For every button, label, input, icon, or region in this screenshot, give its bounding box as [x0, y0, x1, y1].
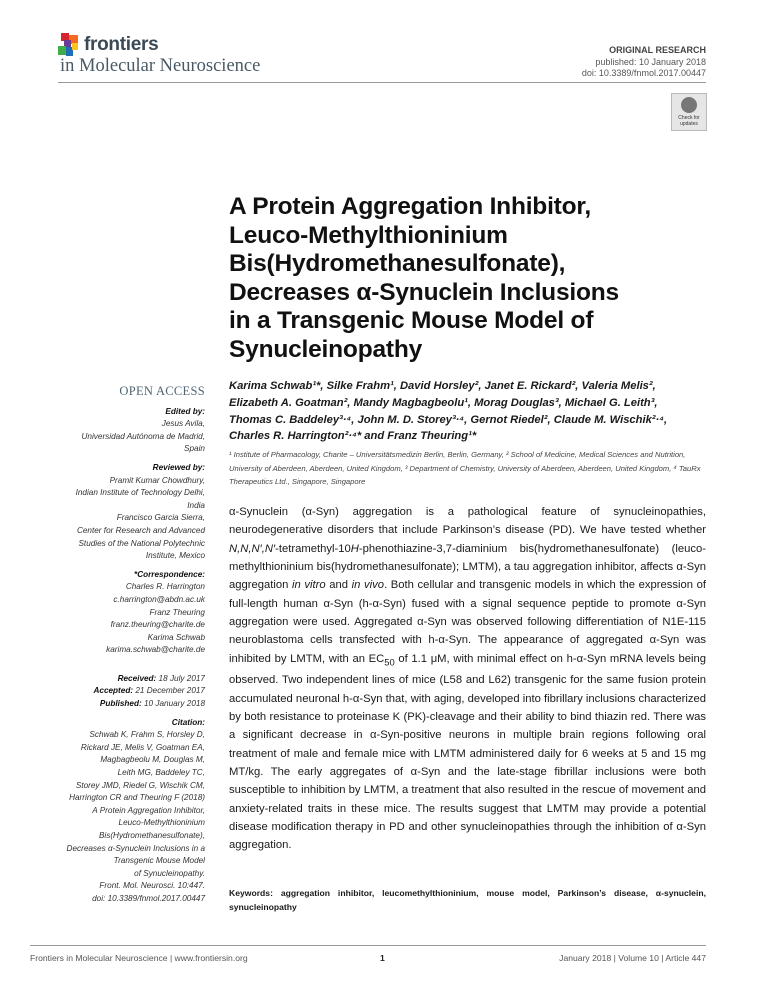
citation-line: of Synucleinopathy.: [134, 868, 205, 878]
citation-line: Rickard JE, Melis V, Goatman EA,: [80, 742, 205, 752]
abstract-italic: in vitro: [292, 579, 326, 592]
footer-divider: [30, 945, 706, 946]
title-line: Leuco-Methylthioninium: [229, 221, 508, 249]
citation-line: Schwab K, Frahm S, Horsley D,: [89, 730, 205, 740]
published-date: 10 January 2018: [141, 699, 205, 709]
citation-line: A Protein Aggregation Inhibitor,: [92, 805, 205, 815]
check-updates-icon: [681, 97, 697, 113]
keywords-text: aggregation inhibitor, leucomethylthioninium, mouse model, Parkinson’s disease, α-synuclein, synucleinopathy: [229, 888, 706, 912]
affiliations: ¹ Institute of Pharmacology, Charite – Universitätsmedizin Berlin, Berlin, Germany, ² School of Medicine, Medical Sciences and Nutrition, University of Aberdeen, Aberdeen, United Kingdom, ³ Department of Chemistry, University of Aberdeen, Aberdeen, United Kingdom, ⁴ TauRx Therapeutics Ltd., Singapore, Singapore: [229, 450, 701, 486]
author-line: Elizabeth A. Goatman², Mandy Magbagbeolu¹, Morag Douglas³, Michael G. Leith³,: [229, 396, 658, 409]
citation-label: Citation:: [171, 717, 205, 727]
correspondent-email[interactable]: karima.schwab@charite.de: [106, 645, 205, 655]
title-line: A Protein Aggregation Inhibitor,: [229, 193, 591, 220]
abstract-text: -tetramethyl-10: [275, 542, 351, 555]
title-line: Bis(Hydromethanesulfonate),: [229, 250, 566, 277]
title-line: Synucleinopathy: [229, 335, 423, 363]
abstract-text: -phenothiazine-3,7-diaminium bis(hydromethanesulfonate) (leuco-methylthioninium bis(hydromethanesulfonate); LMTM), a tau aggregation inhibitor, affects α-Syn aggregation: [229, 542, 706, 592]
correspondent-email[interactable]: franz.theuring@charite.de: [110, 620, 205, 630]
citation-line: Front. Mol. Neurosci. 10:447.: [99, 881, 205, 891]
abstract-text: α-Synuclein (α-Syn) aggregation is a pathological feature of synucleinopathies, neurodegenerative disorders that include Parkinson’s disease (PD). We have tested whether: [229, 506, 706, 537]
published-row: [40, 698, 205, 711]
abstract-italic: in vivo: [351, 579, 385, 592]
reviewer-line: India: [187, 500, 205, 510]
reviewer-line: Francisco Garcia Sierra,: [116, 513, 205, 523]
author-line: Thomas C. Baddeley³·⁴, John M. D. Storey³·⁴, Gernot Riedel², Claude M. Wischik²·⁴,: [229, 413, 668, 426]
author-line: Charles R. Harrington²·⁴* and Franz Theuring¹*: [229, 430, 477, 443]
citation-line: Decreases α-Synuclein Inclusions in a: [66, 843, 205, 853]
article-title: [229, 193, 729, 364]
author-list: [229, 378, 719, 445]
reviewer-line: Indian Institute of Technology Delhi,: [75, 488, 205, 498]
correspondent-name: Franz Theuring: [149, 607, 205, 617]
citation-doi[interactable]: doi: 10.3389/fnmol.2017.00447: [92, 893, 205, 903]
received-date: 18 July 2017: [156, 673, 205, 683]
published-label: Published:: [99, 699, 142, 709]
abstract-subscript: 50: [384, 657, 395, 667]
accepted-label: Accepted:: [93, 686, 134, 696]
citation-line: Leith MG, Baddeley TC,: [117, 768, 205, 778]
citation-line: Leuco-Methylthioninium: [118, 818, 205, 828]
reviewer-line: Studies of the National Polytechnic: [78, 538, 205, 548]
citation-line: Transgenic Mouse Model: [113, 856, 205, 866]
page-number: 1: [380, 953, 385, 963]
correspondent-name: Karima Schwab: [147, 632, 205, 642]
reviewer-line: Pramit Kumar Chowdhury,: [109, 475, 205, 485]
footer-issue: January 2018 | Volume 10 | Article 447: [559, 953, 706, 963]
article-type: ORIGINAL RESEARCH: [609, 45, 706, 55]
abstract-text: of 1.1 μM, with minimal effect on h-α-Syn mRNA levels being observed. Two independent lines of mice (L58 and L62) transgenic for the same fusion protein accumulated neuronal h-α-Syn that, with aging, developed into fibrillary inclusions characterized by both resistance to proteinase K (PK)-cleavage and their ability to bind thiazin red. There was a significant decrease in α-Syn-positive neurons in multiple brain regions following oral treatment of male and female mice with LMTM administered daily for 6 weeks at 5 and 15 mg MT/kg. The early aggregates of α-Syn and the late-stage fibrillar inclusions were both susceptible to inhibition by LMTM, a treatment that also resulted in the rescue of movement and anxiety-related traits in these mice. The results suggest that LMTM may provide a potential disease modification therapy in PD and other synucleinopathies through the inhibition of α-Syn aggregation.: [229, 652, 707, 852]
title-line: Decreases α-Synuclein Inclusions: [229, 278, 619, 306]
abstract-italic: N,N,N′,N′: [229, 542, 276, 555]
article-meta: [582, 45, 706, 80]
correspondence-label: *Correspondence:: [134, 569, 205, 579]
correspondent-email[interactable]: c.harrington@abdn.ac.uk: [113, 594, 205, 604]
keywords: [229, 887, 706, 914]
author-line: Karima Schwab¹*, Silke Frahm¹, David Horsley², Janet E. Rickard², Valeria Melis²,: [229, 380, 656, 392]
sidebar: [40, 385, 205, 906]
abstract-text: . Both cellular and transgenic models in which the expression of full-length human α-Syn (h-α-Syn) fused with a signal sequence peptide to promote α-Syn aggregation were used. Aggregated α-Syn was observed following differentiation of N1E-115 neuroblastoma cells transfected with h-α-Syn. The appearance of aggregated α-Syn was inhibited by LMTM, with an EC: [229, 579, 706, 665]
editor-line: Spain: [184, 444, 205, 454]
title-line: in a Transgenic Mouse Model of: [229, 307, 594, 334]
received-row: [40, 673, 205, 686]
accepted-row: [40, 685, 205, 698]
footer-journal[interactable]: Frontiers in Molecular Neuroscience | www.frontiersin.org: [30, 953, 248, 963]
journal-name: in Molecular Neuroscience: [60, 56, 261, 76]
brand-name: frontiers: [84, 34, 159, 55]
editor-line: Universidad Autónoma de Madrid,: [81, 431, 205, 441]
citation-line: Harrington CR and Theuring F (2018): [69, 793, 205, 803]
published-date: published: 10 January 2018: [595, 56, 706, 67]
check-updates-label: Check for updates: [678, 115, 700, 127]
header-divider: [58, 82, 706, 83]
journal-logo[interactable]: [58, 33, 298, 83]
check-for-updates-button[interactable]: [671, 93, 707, 131]
abstract-text: and: [325, 579, 352, 592]
abstract: [229, 503, 706, 855]
open-access-label: OPEN ACCESS: [119, 384, 205, 398]
editor-line: Jesus Avila,: [161, 419, 205, 429]
accepted-date: 21 December 2017: [133, 686, 205, 696]
citation-line: Storey JMD, Riedel G, Wischik CM,: [75, 780, 205, 790]
correspondent-name: Charles R. Harrington: [125, 582, 205, 592]
reviewed-by-label: Reviewed by:: [152, 462, 205, 472]
citation-line: Bis(Hydromethanesulfonate),: [98, 831, 205, 840]
edited-by-label: Edited by:: [165, 406, 205, 416]
reviewer-line: Center for Research and Advanced: [76, 525, 205, 535]
received-label: Received:: [117, 673, 157, 683]
doi[interactable]: doi: 10.3389/fnmol.2017.00447: [581, 68, 706, 78]
reviewer-line: Institute, Mexico: [145, 551, 205, 561]
citation-line: Magbagbeolu M, Douglas M,: [100, 755, 205, 765]
abstract-italic: H: [350, 542, 359, 555]
keywords-label: Keywords:: [229, 888, 273, 898]
